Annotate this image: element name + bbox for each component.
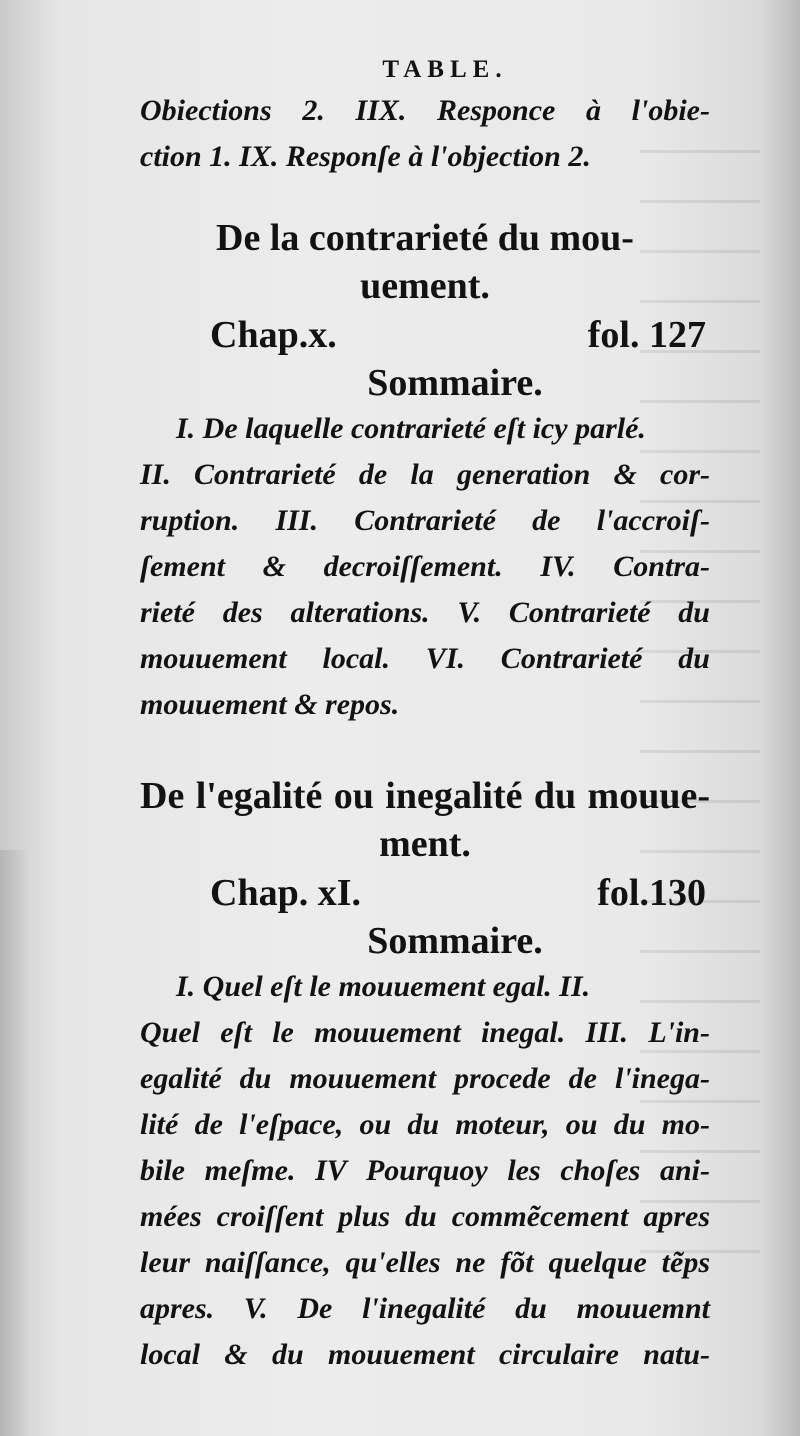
chapter-number: Chap. xI. (210, 872, 361, 914)
summary-line: mouuement local. VI. Contrarieté du (140, 642, 710, 675)
summary-line: leur naiſſance, qu'elles ne fõt quelque tẽps (140, 1246, 710, 1279)
summary-line: mouuement & repos. (140, 688, 400, 721)
summary-line: I. De laquelle contrarieté eſt icy parlé. (176, 412, 646, 445)
running-head: TABLE. (382, 56, 508, 83)
summary-line: rieté des alterations. V. Contrarieté du (140, 596, 710, 629)
summary-line: lité de l'eſpace, ou du moteur, ou du mo- (140, 1108, 710, 1141)
chapter-line (140, 310, 710, 360)
summary-line: II. Contrarieté de la generation & cor- (140, 458, 710, 491)
summary-line: apres. V. De l'inegalité du mouuemnt (140, 1292, 710, 1325)
section-title-line-1: De l'egalité ou inegalité du mouue- (140, 775, 710, 817)
intro-line-1: Obiections 2. IIX. Responce à l'obie- (140, 94, 710, 127)
chapter-line (140, 868, 710, 918)
section-title-line-2: ment. (379, 823, 471, 865)
section-contrariete (140, 214, 710, 728)
summary-line: ſement & decroiſſement. IV. Contra- (140, 550, 710, 583)
page-edge-shadow (0, 850, 30, 1436)
folio-number: fol.130 (597, 872, 706, 914)
section-title-line-1: De la contrarieté du mou- (216, 217, 634, 259)
section-egalite (140, 772, 710, 1378)
summary-line: mées croiſſent plus du commẽcement apres (140, 1200, 710, 1233)
summary-line: bile meſme. IV Pourquoy les choſes ani- (140, 1154, 710, 1187)
sommaire-heading: Sommaire. (367, 920, 543, 962)
folio-number: fol. 127 (587, 314, 706, 356)
summary-line: ruption. III. Contrarieté de l'accroiſ- (140, 504, 710, 537)
chapter-number: Chap.x. (210, 314, 337, 356)
summary-line: I. Quel eſt le mouuement egal. II. (176, 970, 591, 1003)
summary-line: Quel eſt le mouuement inegal. III. L'in- (140, 1016, 710, 1049)
section-title-line-2: uement. (360, 265, 490, 307)
sommaire-heading: Sommaire. (367, 362, 543, 404)
summary-line: local & du mouuement circulaire natu- (140, 1338, 710, 1371)
intro-line-2: ction 1. IX. Responſe à l'objection 2. (140, 140, 591, 173)
page-content (140, 52, 710, 1378)
summary-line: egalité du mouuement procede de l'inega- (140, 1062, 710, 1095)
